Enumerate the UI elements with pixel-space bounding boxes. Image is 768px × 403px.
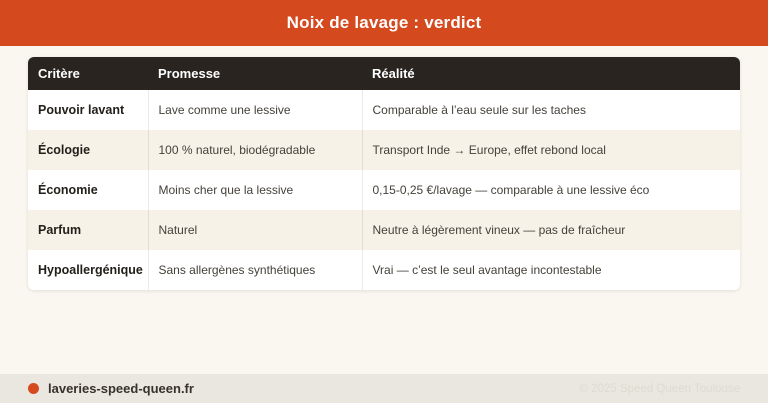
- verdict-table: [28, 57, 740, 290]
- cell-promesse: Naturel: [148, 210, 362, 250]
- table-row: [28, 210, 740, 250]
- footer-bar: [0, 374, 768, 403]
- site-name: laveries-speed-queen.fr: [48, 381, 194, 396]
- page-title: Noix de lavage : verdict: [286, 13, 482, 32]
- table-header: [28, 57, 740, 90]
- cell-promesse: 100 % naturel, biodégradable: [148, 130, 362, 170]
- table-row: [28, 250, 740, 290]
- cell-realite: Vrai — c’est le seul avantage incontestable: [362, 250, 740, 290]
- cell-critere: Économie: [28, 170, 148, 210]
- cell-realite: Transport Inde → Europe, effet rebond local: [362, 130, 740, 170]
- cell-promesse: Sans allergènes synthétiques: [148, 250, 362, 290]
- cell-critere: Pouvoir lavant: [28, 90, 148, 130]
- table-header-row: [28, 57, 740, 90]
- column-header-promesse: Promesse: [148, 57, 362, 90]
- cell-critere: Parfum: [28, 210, 148, 250]
- cell-realite: 0,15-0,25 €/lavage — comparable à une lessive éco: [362, 170, 740, 210]
- cell-promesse: Moins cher que la lessive: [148, 170, 362, 210]
- copyright-text: © 2025 Speed Queen Toulouse: [579, 382, 740, 395]
- cell-critere: Hypoallergénique: [28, 250, 148, 290]
- column-header-critere: Critère: [28, 57, 148, 90]
- table-row: [28, 90, 740, 130]
- cell-realite: Comparable à l’eau seule sur les taches: [362, 90, 740, 130]
- cell-critere: Écologie: [28, 130, 148, 170]
- cell-promesse: Lave comme une lessive: [148, 90, 362, 130]
- title-bar: [0, 0, 768, 46]
- column-header-realite: Réalité: [362, 57, 740, 90]
- cell-realite: Neutre à légèrement vineux — pas de fraîcheur: [362, 210, 740, 250]
- table-row: [28, 170, 740, 210]
- brand-dot-icon: [28, 383, 39, 394]
- table-row: [28, 130, 740, 170]
